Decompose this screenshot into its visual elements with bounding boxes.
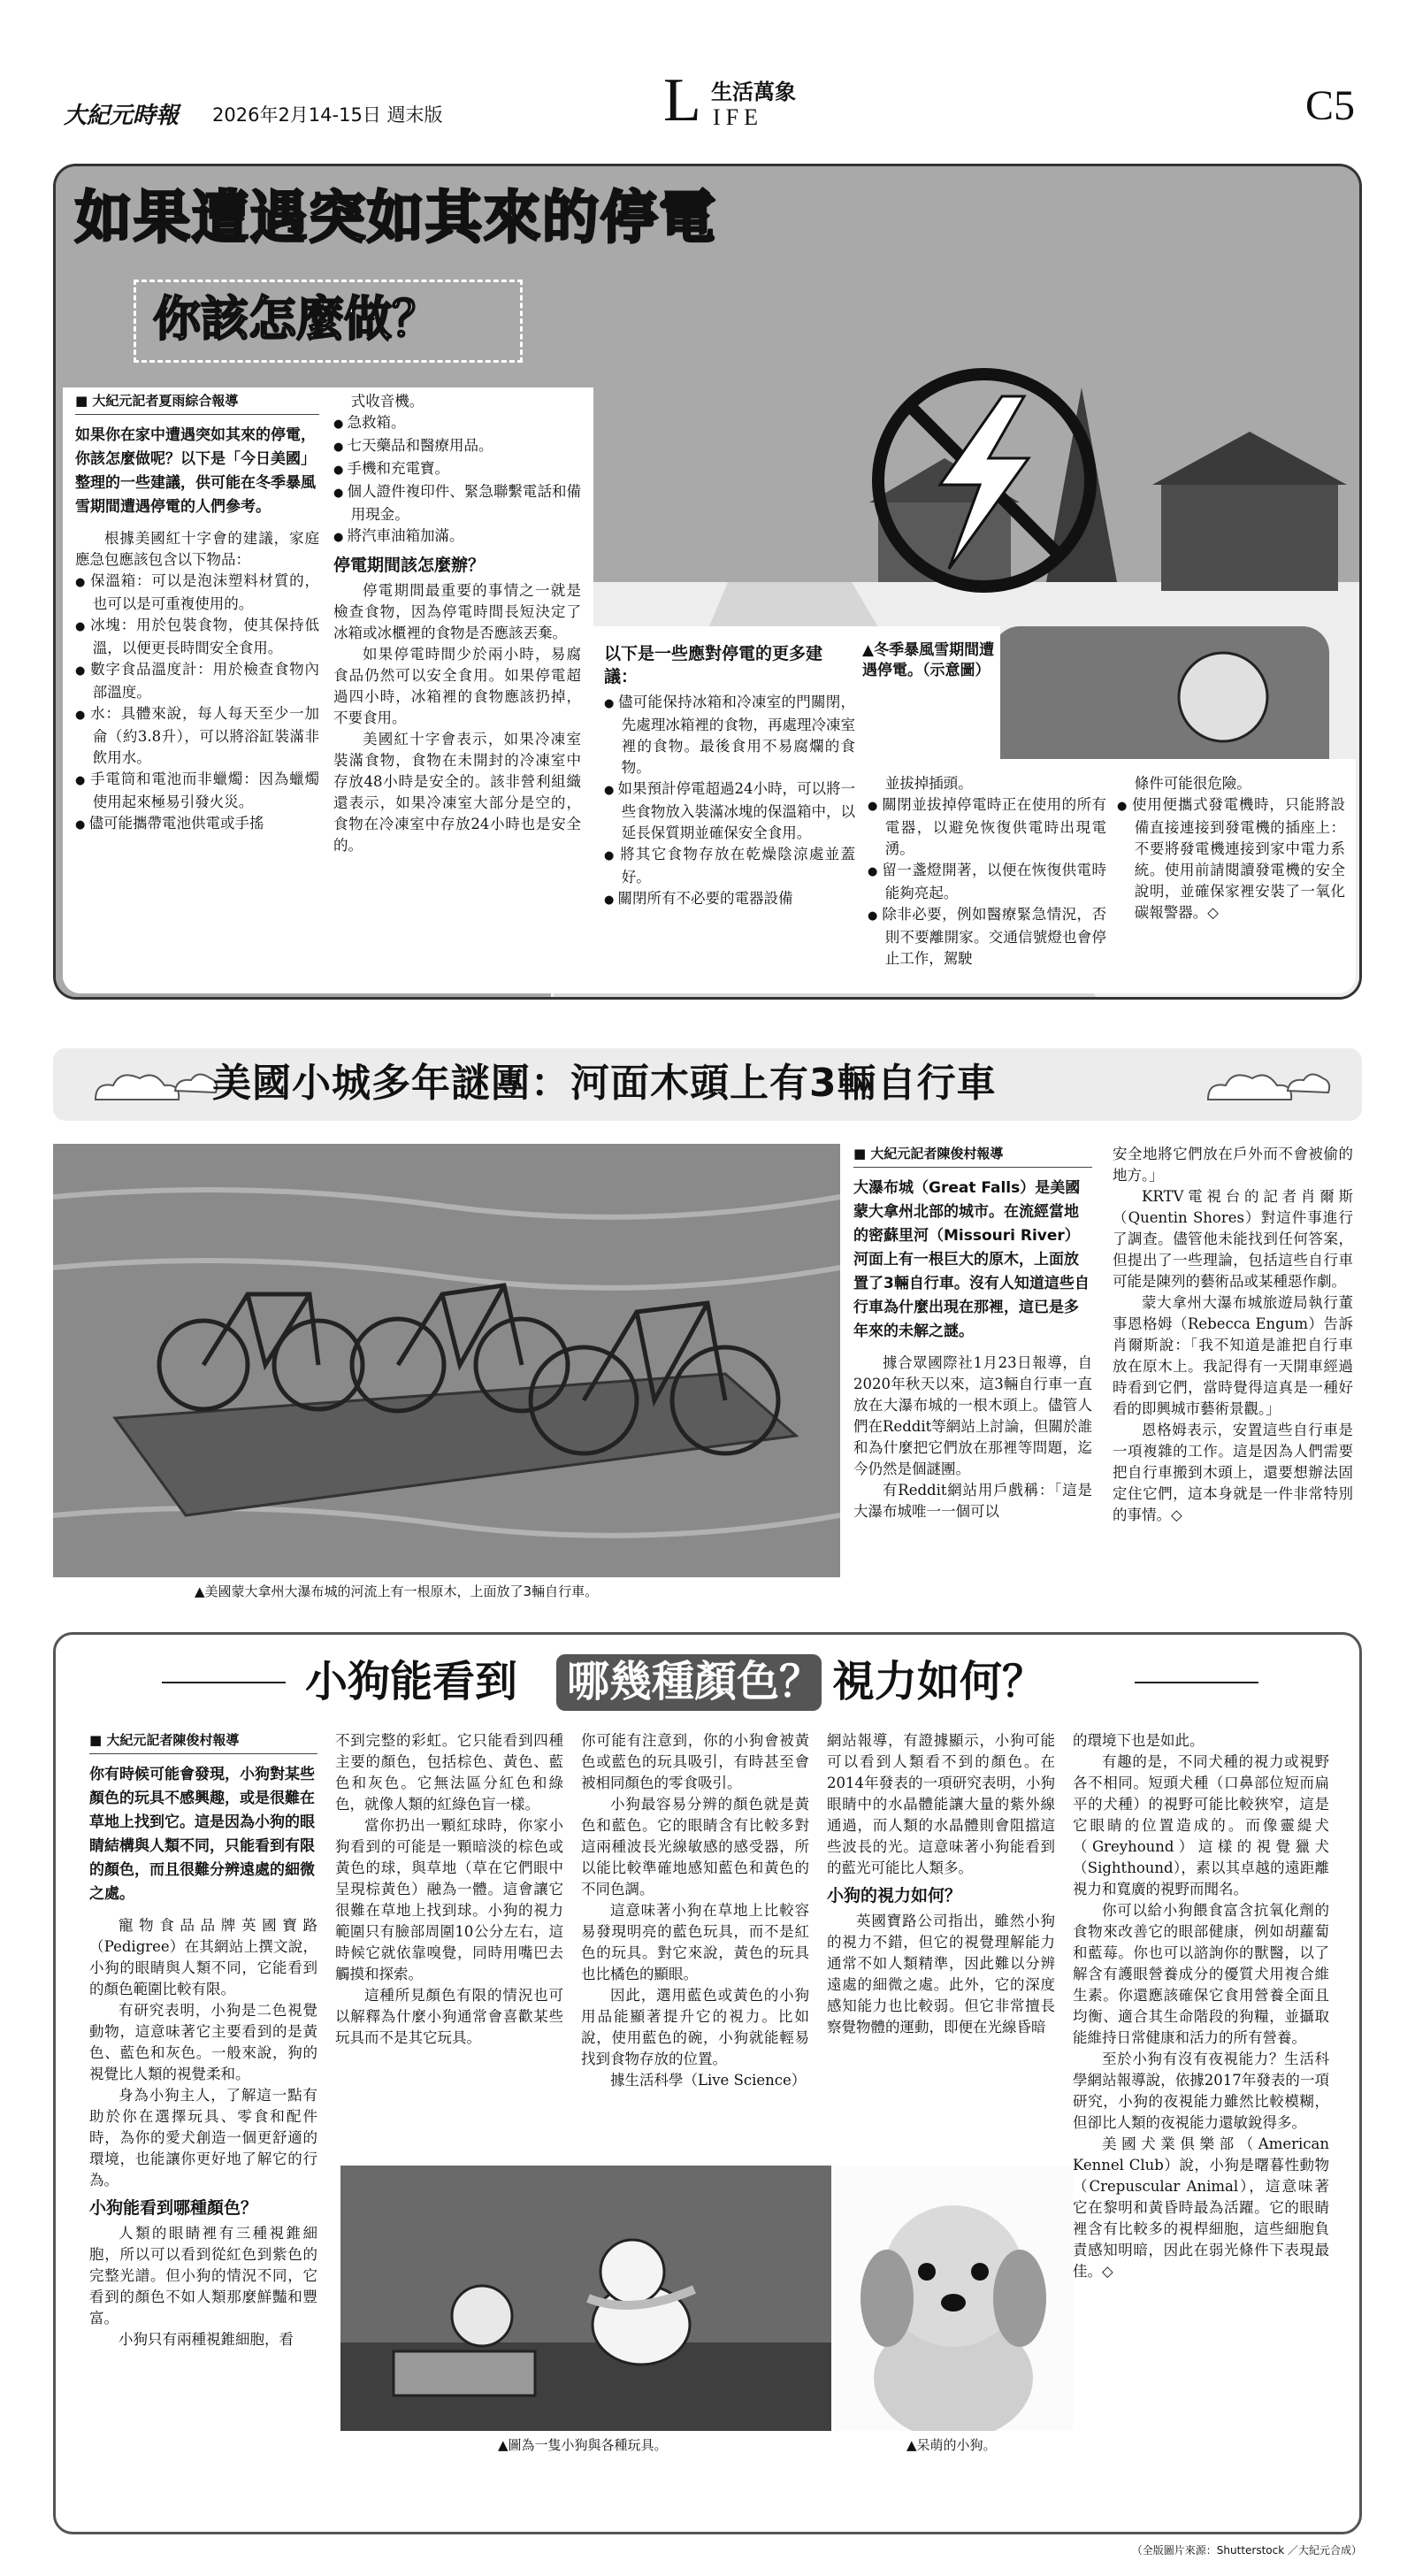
- bicycles-paragraph: 有Reddit網站用戶戲稱：「這是大瀑布城唯一一個可以: [853, 1482, 1092, 1520]
- food-heading: 停電期間該怎麼辦？: [333, 556, 486, 575]
- blackout-subtitle: 你該怎麼做？: [153, 291, 440, 347]
- blackout-col-1: [75, 391, 319, 836]
- kit-continued: 式收音機。: [350, 393, 424, 410]
- blackout-col-4: [868, 773, 1106, 970]
- dog-paragraph: 身為小狗主人，了解這一點有助於你在選擇玩具、零食和配件時，為你的愛犬創造一個更舒適的環境，也能讓你更好地了解它的行為。: [89, 2087, 317, 2189]
- bicycles-paragraph: 據合眾國際社1月23日報導，自2020年秋天以來，這3輛自行車一直放在大瀑布城的一根木頭上。儘管人們在Reddit等網站上討論，但關於誰和為什麼把它們放在那裡等問題，迄今仍然是個謎團。: [853, 1354, 1092, 1477]
- kit-item: ● 急救箱。: [333, 412, 581, 435]
- blackout-col-3: [604, 637, 855, 911]
- puppy-eye: [918, 2263, 936, 2281]
- blackout-col-2: [333, 391, 581, 856]
- dog-col-5: [1073, 1730, 1329, 2282]
- tip-item: ● 留一盞燈開著，以便在恢復供電時能夠亮起。: [868, 860, 1106, 904]
- dog-col-2: [335, 1730, 563, 2049]
- tip-item: ● 使用便攜式發電機時，只能將設備直接連接到發電機的插座上：不要將發電機連接到家中電力系統。使用前請閱讀發電機的安全說明，並確保家裡安裝了一氧化碳報警器。◇: [1117, 794, 1345, 924]
- cloud-icon: [1199, 1064, 1332, 1108]
- article-blackout: [53, 164, 1362, 1000]
- dog-title-highlight: 哪幾種顏色？: [567, 1657, 822, 1706]
- tip-item: ● 關閉並拔掉停電時正在使用的所有電器，以避免恢復供電時出現電湧。: [868, 794, 1106, 860]
- dog-paragraph: 你可能有注意到，你的小狗會被黃色或藍色的玩具吸引，有時甚至會被相同顏色的零食吸引。: [581, 1732, 809, 1791]
- kit-item: ● 七天藥品和醫療用品。: [333, 435, 581, 458]
- dog-paragraph: 你可以給小狗餵食富含抗氧化劑的食物來改善它的眼部健康，例如胡蘿蔔和藍莓。你也可以諮詢你的獸醫，以了解含有護眼營養成分的優質犬用複合維生素。你還應該確保它食用營養全面且均衡、適合其生命階段的狗糧，並攝取能維持日常健康和活力的所有營養。: [1073, 1902, 1329, 2046]
- dog-paragraph: 的環境下也是如此。: [1073, 1732, 1205, 1749]
- dog-paragraph: 小狗最容易分辨的顏色就是黃色和藍色。它的眼睛含有比較多對這兩種波長光線敏感的感受器，所以能比較準確地感知藍色和黃色的不同色調。: [581, 1796, 809, 1898]
- dog-col-1: [89, 1730, 317, 2350]
- paper-name: 大紀元時報: [64, 103, 180, 129]
- bicycles-caption: ▲美國蒙大拿州大瀑布城的河流上有一根原木，上面放了3輛自行車。: [195, 1583, 599, 1599]
- bicycles-photo: [53, 1144, 840, 1577]
- dog-paragraph: 至於小狗有沒有夜視能力？生活科學網站報導說，依據2017年發表的一項研究，小狗的夜視能力雖然比較模糊，但卻比人類的夜視能力還敏銳得多。: [1073, 2051, 1329, 2131]
- puppy-caption: ▲呆萌的小狗。: [906, 2437, 997, 2453]
- article-dogs: [53, 1632, 1362, 2534]
- section-logo: [663, 65, 840, 140]
- blackout-col-5: [1117, 773, 1345, 924]
- dog-toys-photo: [340, 2166, 831, 2431]
- kit-item: ● 數字食品溫度計：用於檢查食物內部溫度。: [75, 659, 319, 703]
- dog-byline: ■ 大紀元記者陳俊村報導: [89, 1730, 317, 1754]
- dog-title-rule-right: [1135, 1682, 1258, 1683]
- dog-paragraph: 美國犬業俱樂部（American Kennel Club）說，小狗是曙暮性動物（Crepuscular Animal），這意味著它在黎明和黃昏時最為活躍。它的眼睛裡含有比較多的視桿細胞，這些細胞負責感知明暗，因此在弱光條件下表現最佳。◇: [1073, 2135, 1329, 2280]
- bicycles-col-2: [1113, 1144, 1353, 1526]
- blackout-text-panel: [63, 387, 1356, 993]
- blackout-caption: ▲冬季暴風雪期間遭遇停電。（示意圖）: [862, 641, 995, 679]
- tip-item: ● 儘可能保持冰箱和冷凍室的門關閉，先處理冰箱裡的食物，再處理冷凍室裡的食物。最後食用不易腐爛的食物。: [604, 692, 855, 778]
- bicycles-paragraph: 恩格姆表示，安置這些自行車是一項複雜的工作。這是因為人們需要把自行車搬到木頭上，還要想辦法固定住它們，這本身就是一件非常特別的事情。◇: [1113, 1422, 1353, 1523]
- page-number: C5: [1304, 82, 1355, 129]
- tip-item: ● 如果預計停電超過24小時，可以將一些食物放入裝滿冰塊的保溫箱中，以延長保質期並確保安全食用。: [604, 778, 855, 844]
- tip-item: ● 關閉所有不必要的電器設備: [604, 888, 855, 911]
- more-tips-list-1: [604, 692, 855, 911]
- kit-item: ● 儘可能攜帶電池供電或手搖: [75, 813, 319, 836]
- dog-heading-vision: 小狗的視力如何？: [827, 1886, 962, 1905]
- issue-date: 2026年2月14-15日 週末版: [212, 104, 443, 126]
- puppy-eye: [971, 2263, 989, 2281]
- bicycles-lead: 大瀑布城（Great Falls）是美國蒙大拿州北部的城市。在流經當地的密蘇里河（Missouri River）河面上有一根巨大的原木，上面放置了3輛自行車。沒有人知道這些自行車為什麼出現在那裡，這已是多年來的未解之謎。: [853, 1179, 1090, 1340]
- dog-paragraph: 據生活科學（Live Science）: [610, 2072, 807, 2089]
- dog-paragraph: 當你扔出一顆紅球時，你家小狗看到的可能是一顆暗淡的棕色或黃色的球，與草地（草在它們眼中呈現棕黃色）融為一體。這會讓它很難在草地上找到球。小狗的視力範圍只有臉部周圍10公分左右，這時候它就依靠嗅覺，同時用嘴巴去觸摸和探索。: [335, 1817, 563, 1982]
- toy-ball: [452, 2286, 512, 2346]
- blackout-lead: 如果你在家中遭遇突如其來的停電，你該怎麼做呢？以下是「今日美國」整理的一些建議，供可能在冬季暴風雪期間遭遇停電的人們參考。: [75, 426, 316, 516]
- bicycles-paragraph: 安全地將它們放在戶外而不會被偷的地方。」: [1113, 1146, 1353, 1184]
- dog-col-3: [581, 1730, 809, 2091]
- bicycles-title: 美國小城多年謎團：河面木頭上有3輛自行車: [212, 1061, 997, 1106]
- dog-title-pre: 小狗能看到: [305, 1657, 518, 1706]
- kit-list-1: [75, 571, 319, 836]
- dog-title-post: 視力如何？: [832, 1657, 1045, 1706]
- photo-credit: （全版圖片來源：Shutterstock ／大紀元合成）: [1131, 2544, 1362, 2557]
- food-paragraph: 停電期間最重要的事情之一就是檢查食物，因為停電時間長短決定了冰箱或冰櫃裡的食物是否應該丟棄。: [333, 582, 581, 641]
- dog-paragraph: 小狗只有兩種視錐細胞，看: [119, 2331, 294, 2348]
- food-paragraph: 美國紅十字會表示，如果冷凍室裝滿食物，食物在未開封的冷凍室中存放48小時是安全的。該非營利組織還表示，如果冷凍室大部分是空的，食物在冷凍室中存放24小時也是安全的。: [333, 731, 581, 854]
- section-en: IFE: [713, 104, 763, 130]
- dog-paragraph: 這意味著小狗在草地上比較容易發現明亮的藍色玩具，而不是紅色的玩具。對它來說，黃色的玩具也比橘色的顯眼。: [581, 1902, 809, 1982]
- dog-title-rule-left: [162, 1682, 286, 1683]
- puppy-nose: [941, 2294, 966, 2312]
- dog-paragraph: 英國寶路公司指出，雖然小狗的視力不錯，但它的視覺理解能力通常不如人類精準，因此難以分辨遠處的細微之處。此外，它的深度感知能力也比較弱。但它非常擅長察覺物體的運動，即便在光線昏暗: [827, 1913, 1055, 2036]
- puppy-ear: [993, 2250, 1046, 2347]
- kit-item: ● 冰塊：用於包裝食物，使其保持低溫，以便更長時間安全食用。: [75, 615, 319, 659]
- more-tips-list-2: [868, 794, 1106, 970]
- blackout-title: 如果遭遇突如其來的停電: [75, 186, 717, 251]
- bicycles-byline: ■ 大紀元記者陳俊村報導: [853, 1144, 1092, 1168]
- kit-item: ● 水：具體來說，每人每天至少一加侖（約3.8升），可以將浴缸裝滿非飲用水。: [75, 703, 319, 769]
- dog-paragraph: 寵物食品品牌英國寶路（Pedigree）在其網站上撰文說，小狗的眼睛與人類不同，它能看到的顏色範圍比較有限。: [89, 1917, 317, 1997]
- tip-continued: 並拔掉插頭。: [884, 775, 973, 792]
- kit-list-2: [333, 412, 581, 548]
- section-cn: 生活萬象: [711, 80, 796, 104]
- dog-paragraph: 網站報導，有證據顯示，小狗可能可以看到人類看不到的顏色。在2014年發表的一項研究表明，小狗眼睛中的水晶體能讓大量的紫外線通過，而人類的水晶體則會阻擋這些波長的光。這意味著小狗能看到的藍光可能比人類多。: [827, 1732, 1055, 1876]
- dog-paragraph: 不到完整的彩虹。它只能看到四種主要的顏色，包括棕色、黃色、藍色和灰色。它無法區分紅色和綠色，就像人類的紅綠色盲一樣。: [335, 1732, 563, 1813]
- bicycles-col-1: [853, 1144, 1092, 1522]
- dog-paragraph: 這種所見顏色有限的情況也可以解釋為什麼小狗通常會喜歡某些玩具而不是其它玩具。: [335, 1987, 563, 2046]
- food-paragraph: 如果停電時間少於兩小時，易腐食品仍然可以安全食用。如果停電超過四小時，冰箱裡的食物應該扔掉，不要食用。: [333, 646, 581, 726]
- puppy-head: [600, 2240, 664, 2304]
- dog-paragraph: 有趣的是，不同犬種的視力或視野各不相同。短頭犬種（口鼻部位短而扁平的犬種）的視野可能比較狹窄，這是它眼睛的位置造成的。而像靈緹犬（Greyhound）這樣的視覺獵犬（Sighthound），素以其卓越的遠距離視力和寬廣的視野而聞名。: [1073, 1753, 1329, 1898]
- masthead: [53, 62, 1362, 142]
- tip-continued: 條件可能很危險。: [1134, 775, 1251, 792]
- dog-toys-caption: ▲圖為一隻小狗與各種玩具。: [498, 2437, 668, 2453]
- tip-item: ● 除非必要，例如醫療緊急情況，否則不要離開家。交通信號燈也會停止工作，駕駛: [868, 904, 1106, 970]
- kit-item: ● 個人證件複印件、緊急聯繫電話和備用現金。: [333, 481, 581, 525]
- dog-heading-colors: 小狗能看到哪種顏色？: [89, 2198, 258, 2218]
- dog-paragraph: 人類的眼睛裡有三種視錐細胞，所以可以看到從紅色到紫色的完整光譜。但小狗的情況不同，它看到的顏色不如人類那麼鮮豔和豐富。: [89, 2225, 317, 2327]
- blackout-byline: ■ 大紀元記者夏雨綜合報導: [75, 391, 319, 415]
- section-initial: L: [663, 66, 701, 134]
- more-tips-list-3: [1117, 794, 1345, 924]
- kit-item: ● 手電筒和電池而非蠟燭：因為蠟燭使用起來極易引發火災。: [75, 769, 319, 813]
- toy-cart: [394, 2351, 535, 2396]
- dog-paragraph: 因此，選用藍色或黃色的小狗用品能顯著提升它的視力。比如說，使用藍色的碗，小狗就能輕易找到食物存放的位置。: [581, 1987, 809, 2067]
- puppy-photo: [834, 2166, 1073, 2431]
- kit-item: ● 保溫箱：可以是泡沫塑料材質的，也可以是可重複使用的。: [75, 571, 319, 615]
- kit-item: ● 手機和充電寶。: [333, 458, 581, 481]
- kit-item: ● 將汽車油箱加滿。: [333, 525, 581, 548]
- bicycles-paragraph: KRTV電視台的記者肖爾斯（Quentin Shores）對這件事進行了調查。儘管他未能找到任何答案，但提出了一些理論，包括這些自行車可能是陳列的藝術品或某種惡作劇。: [1113, 1188, 1353, 1290]
- article-bicycles: [53, 1048, 1362, 1599]
- puppy-ear: [860, 2250, 914, 2347]
- dog-lead: 你有時候可能會發現，小狗對某些顏色的玩具不感興趣，或是很難在草地上找到它。這是因為小狗的眼睛結構與人類不同，只能看到有限的顏色，而且很難分辨遠處的細微之處。: [89, 1766, 315, 1903]
- dog-col-4: [827, 1730, 1055, 2038]
- more-tips-heading: 以下是一些應對停電的更多建議：: [604, 644, 823, 686]
- cloud-icon: [87, 1064, 219, 1108]
- bicycles-paragraph: 蒙大拿州大瀑布城旅遊局執行董事恩格姆（Rebecca Engum）告訴肖爾斯說：「我不知道是誰把自行車放在原木上。我記得有一天開車經過時看到它們，當時覺得這真是一種好看的即興城市藝術景觀。」: [1113, 1294, 1353, 1417]
- dog-paragraph: 有研究表明，小狗是二色視覺動物，這意味著它主要看到的是黃色、藍色和灰色。一般來說，狗的視覺比人類的視覺柔和。: [89, 2002, 317, 2082]
- tip-item: ● 將其它食物存放在乾燥陰涼處並蓋好。: [604, 844, 855, 888]
- kit-intro: 根據美國紅十字會的建議，家庭應急包應該包含以下物品：: [75, 530, 319, 568]
